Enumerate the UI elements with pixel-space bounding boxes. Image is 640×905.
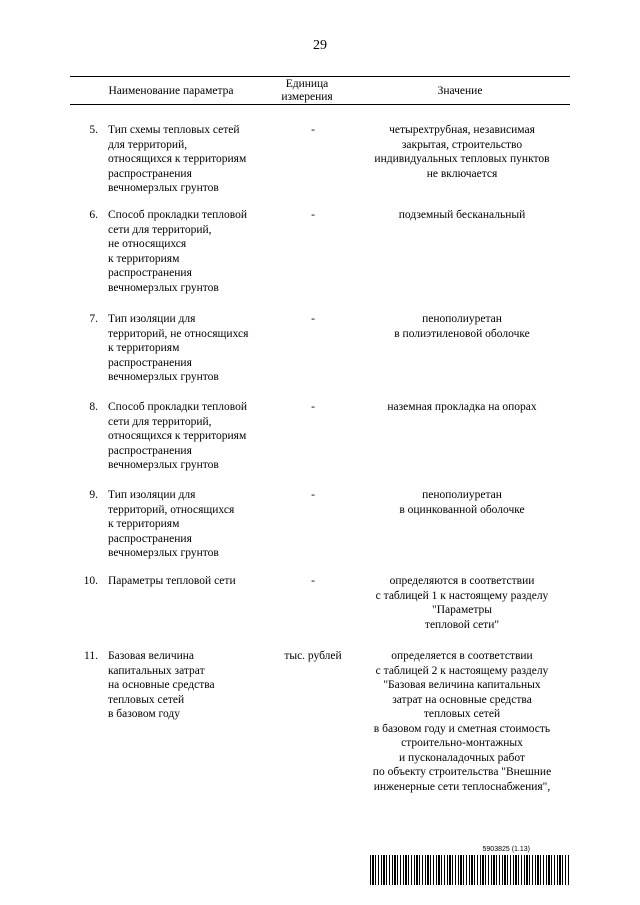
row-value xyxy=(350,649,574,794)
parameter-line: распространения xyxy=(108,444,192,457)
value-line: затрат на основные средства xyxy=(392,693,532,706)
parameter-line: в базовом году xyxy=(108,708,180,720)
value-line: пенополиуретан xyxy=(422,489,502,501)
value-line: в полиэтиленовой оболочке xyxy=(394,327,530,340)
value-line: определяются в соответствии xyxy=(389,575,535,587)
row-parameter xyxy=(108,574,278,589)
page-number: 29 xyxy=(313,38,327,53)
value-line: тепловой сети" xyxy=(424,618,500,631)
parameter-line: Базовая величина xyxy=(108,650,195,662)
value-line: наземная прокладка на опорах xyxy=(387,401,537,413)
parameter-line: капитальных затрат xyxy=(108,664,205,677)
value-line: с таблицей 2 к настоящему разделу xyxy=(375,664,549,677)
value-line: не включается xyxy=(426,167,498,180)
parameter-line: вечномерзлых грунтов xyxy=(108,459,219,471)
value-line: пенополиуретан xyxy=(422,313,502,325)
row-unit: - xyxy=(311,489,315,501)
row-number: 9. xyxy=(89,489,98,501)
parameter-line: территорий, относящихся xyxy=(108,503,235,516)
footer xyxy=(370,846,570,886)
parameter-line: Тип изоляции для xyxy=(108,313,196,325)
header-value: Значение xyxy=(437,85,483,97)
parameter-line: распространения xyxy=(108,167,192,180)
parameter-line: тепловых сетей xyxy=(108,693,185,706)
row-parameter xyxy=(108,312,278,385)
row-unit: - xyxy=(311,575,315,587)
row-number: 11. xyxy=(84,650,98,662)
value-line: по объекту строительства "Внешние xyxy=(372,766,552,778)
value-line: "Параметры xyxy=(432,604,492,616)
parameter-line: относящихся к территориям xyxy=(108,430,247,442)
parameter-line: относящихся к территориям xyxy=(108,153,247,165)
parameter-line: к территориям xyxy=(108,252,180,265)
row-parameter xyxy=(108,400,278,473)
value-line: инженерные сети теплоснабжения", xyxy=(373,780,551,793)
parameter-line: Способ прокладки тепловой xyxy=(108,209,248,221)
row-value xyxy=(350,123,574,181)
parameter-line: на основные средства xyxy=(108,679,215,691)
value-line: в базовом году и сметная стоимость xyxy=(373,722,551,735)
parameter-line: вечномерзлых грунтов xyxy=(108,281,219,294)
row-unit: - xyxy=(311,209,315,221)
parameter-line: к территориям xyxy=(108,518,180,530)
parameter-line: Параметры тепловой сети xyxy=(108,575,236,587)
row-parameter xyxy=(108,649,278,722)
row-parameter xyxy=(108,123,278,196)
header-unit xyxy=(262,78,352,104)
row-value xyxy=(350,312,574,341)
table-header-rule xyxy=(70,104,570,105)
parameter-line: сети для территорий, xyxy=(108,415,212,428)
parameter-line: не относящихся xyxy=(108,238,187,250)
value-line: определяется в соответствии xyxy=(391,650,533,662)
value-line: и пусконаладочных работ xyxy=(399,751,525,764)
row-unit: тыс. рублей xyxy=(284,650,342,662)
barcode xyxy=(370,855,570,885)
row-unit: - xyxy=(311,401,315,413)
value-line: "Базовая величина капитальных xyxy=(383,679,541,691)
row-number: 6. xyxy=(89,209,98,221)
row-unit: - xyxy=(311,313,315,325)
value-line: с таблицей 1 к настоящему разделу xyxy=(375,589,549,602)
parameter-line: к территориям xyxy=(108,342,180,354)
header-unit-line1: Единица xyxy=(285,78,329,90)
row-unit: - xyxy=(311,124,315,136)
row-number: 5. xyxy=(89,124,98,136)
header-unit-line2: измерения xyxy=(281,91,333,103)
parameter-line: сети для территорий, xyxy=(108,223,212,236)
value-line: подземный бесканальный xyxy=(398,209,526,221)
value-line: тепловых сетей xyxy=(423,708,501,720)
parameter-line: вечномерзлых грунтов xyxy=(108,371,219,383)
value-line: в оцинкованной оболочке xyxy=(399,503,525,516)
row-number: 8. xyxy=(89,401,98,413)
parameter-line: вечномерзлых грунтов xyxy=(108,547,219,559)
parameter-line: для территорий, xyxy=(108,138,188,151)
row-value xyxy=(350,208,574,223)
value-line: строительно-монтажных xyxy=(401,737,523,749)
header-param: Наименование параметра xyxy=(108,85,234,97)
parameter-line: территорий, не относящихся xyxy=(108,327,249,340)
parameter-line: распространения xyxy=(108,356,192,369)
value-line: индивидуальных тепловых пунктов xyxy=(374,153,550,165)
parameter-line: Тип схемы тепловых сетей xyxy=(108,124,240,136)
parameter-line: распространения xyxy=(108,532,192,545)
row-value xyxy=(350,574,574,632)
parameter-line: Тип изоляции для xyxy=(108,489,196,501)
row-value xyxy=(350,400,574,415)
parameter-line: распространения xyxy=(108,267,192,279)
row-number: 10. xyxy=(83,575,98,587)
row-parameter xyxy=(108,488,278,561)
row-parameter xyxy=(108,208,278,295)
row-number: 7. xyxy=(89,313,98,325)
parameter-line: вечномерзлых грунтов xyxy=(108,182,219,194)
parameter-line: Способ прокладки тепловой xyxy=(108,401,248,413)
document-code: 5903825 (1.13) xyxy=(482,846,530,853)
table-top-rule xyxy=(70,76,570,77)
value-line: закрытая, строительство xyxy=(401,138,523,151)
row-value xyxy=(350,488,574,517)
value-line: четырехтрубная, независимая xyxy=(389,124,535,136)
